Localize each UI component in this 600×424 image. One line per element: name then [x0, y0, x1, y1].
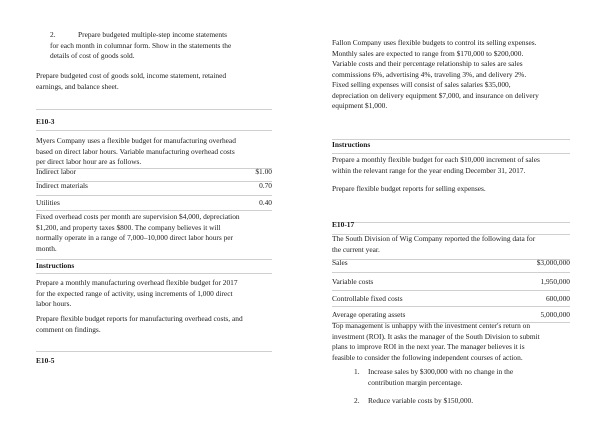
flexible-report-paragraph: [36, 314, 272, 335]
fallon-line-6: depreciation on delivery equipment $7,000, and insurance on delivery: [332, 90, 539, 100]
fallon-line-2: Monthly sales are expected to range from $170,000 to $200,000.: [332, 48, 524, 58]
instructions-heading: Instructions: [332, 140, 371, 149]
fixed-line-1: Fixed overhead costs per month are supervision $4,000, depreciation: [36, 212, 240, 221]
course-of-action-2: [354, 396, 570, 407]
cost-label: Indirect labor: [36, 167, 77, 176]
item-2-number: 2.: [50, 30, 56, 39]
data-value: $3,000,000: [536, 258, 570, 267]
data-label: Variable costs: [332, 277, 374, 286]
data-label: Controllable fixed costs: [332, 294, 403, 303]
data-value: 600,000: [545, 294, 570, 303]
divider: [36, 210, 272, 211]
cost-row-utilities: [36, 198, 272, 209]
data-row-sales: [332, 258, 570, 269]
cost-label: Utilities: [36, 198, 60, 207]
prepare-line-1: Prepare budgeted cost of goods sold, income statement, retained: [36, 71, 227, 80]
list-number: 1.: [354, 367, 360, 376]
list-number: 2.: [354, 396, 360, 405]
e10-3-line-3: per direct labor hour are as follows.: [36, 157, 142, 167]
divider: [332, 306, 570, 307]
data-row-average-operating-assets: [332, 310, 570, 321]
e10-5-heading: E10-5: [36, 356, 55, 365]
cost-value: 0.70: [259, 181, 272, 190]
instructions-paragraph: [36, 278, 272, 310]
wig-intro: [332, 234, 570, 255]
instr-line-1: Prepare a monthly manufacturing overhead flexible budget for 2017: [36, 278, 238, 287]
instructions-heading: Instructions: [36, 261, 75, 270]
fixed-line-2: $1,200, and property taxes $800. The company believes it will: [36, 222, 221, 232]
top-line-4: feasible to consider the following independent courses of action.: [332, 352, 523, 362]
item-2-line-2: for each month in columnar form. Show in the statements the: [50, 40, 232, 50]
fallon-line-3: Variable costs and their percentage relationship to sales are sales: [332, 59, 523, 69]
divider: [36, 259, 272, 260]
top-line-1: Top management is unhappy with the investment center's return on: [332, 321, 531, 330]
flex-line-2: comment on findings.: [36, 324, 101, 334]
cost-row-indirect-labor: [36, 167, 272, 178]
course-of-action-1: [354, 367, 570, 388]
fallon-paragraph: [332, 38, 570, 112]
divider: [36, 273, 272, 274]
e10-17-heading: E10-17: [332, 220, 355, 229]
cost-value: $1.00: [255, 167, 272, 176]
fixed-line-3: normally operate in a range of 7,000–10,000 direct labor hours per: [36, 233, 234, 243]
e10-3-heading: E10-3: [36, 117, 55, 126]
data-label: Average operating assets: [332, 310, 406, 319]
wig-line-1: The South Division of Wig Company reported the following data for: [332, 234, 536, 243]
fixed-overhead-paragraph: [36, 212, 272, 254]
data-value: 5,000,000: [540, 310, 570, 319]
item-2-line-3: details of cost of goods sold.: [50, 51, 135, 61]
fallon-line-7: equipment $1,000.: [332, 101, 388, 111]
top-management-paragraph: [332, 321, 570, 363]
fallon-line-1: Fallon Company uses flexible budgets to control its selling expenses.: [332, 38, 537, 47]
divider: [36, 109, 272, 110]
flex-line-1: Prepare flexible budget reports for manufacturing overhead costs, and: [36, 314, 243, 323]
data-row-controllable-fixed-costs: [332, 294, 570, 305]
cost-value: 0.40: [259, 198, 272, 207]
prepare-statements-paragraph: [36, 71, 272, 92]
instr-line-2: within the relevant range for the year ending December 31, 2017.: [332, 165, 526, 175]
divider: [332, 272, 570, 273]
divider: [332, 290, 570, 291]
data-value: 1,950,000: [540, 277, 570, 286]
data-row-variable-costs: [332, 277, 570, 288]
e10-3-line-2: based on direct labor hours. Variable manufacturing overhead costs: [36, 146, 235, 156]
divider: [36, 130, 272, 131]
item-2-line-1: Prepare budgeted multiple-step income statements: [78, 30, 227, 39]
fixed-line-4: month.: [36, 243, 57, 253]
list-line-1: Increase sales by $300,000 with no change in the: [368, 367, 514, 376]
wig-line-2: the current year.: [332, 244, 380, 254]
top-line-3: plans to improve ROI in the next year. The manager believes it is: [332, 342, 525, 352]
prepare-line-2: earnings, and balance sheet.: [36, 81, 119, 91]
instr-line-3: labor hours.: [36, 299, 72, 309]
flexible-reports-text: Prepare flexible budget reports for selling expenses.: [332, 184, 486, 193]
e10-3-intro: [36, 136, 272, 168]
e10-3-line-1: Myers Company uses a flexible budget for manufacturing overhead: [36, 136, 236, 145]
instr-line-2: for the expected range of activity, using increments of 1,000 direct: [36, 288, 233, 298]
list-line-1: Reduce variable costs by $150,000.: [368, 396, 474, 405]
cost-row-indirect-materials: [36, 181, 272, 192]
list-line-2: contribution margin percentage.: [368, 377, 463, 387]
fallon-line-5: Fixed selling expenses will consist of sales salaries $35,000,: [332, 80, 511, 90]
fallon-line-4: commissions 6%, advertising 4%, traveling 3%, and delivery 2%.: [332, 69, 527, 79]
top-line-2: investment (ROI). It asks the manager of the South Division to submit: [332, 331, 540, 341]
data-label: Sales: [332, 258, 348, 267]
divider: [36, 351, 272, 352]
divider: [36, 195, 272, 196]
item-2: [50, 30, 272, 62]
instructions-paragraph: [332, 155, 570, 176]
cost-label: Indirect materials: [36, 181, 88, 190]
divider: [332, 153, 570, 154]
instr-line-1: Prepare a monthly flexible budget for each $10,000 increment of sales: [332, 155, 540, 164]
